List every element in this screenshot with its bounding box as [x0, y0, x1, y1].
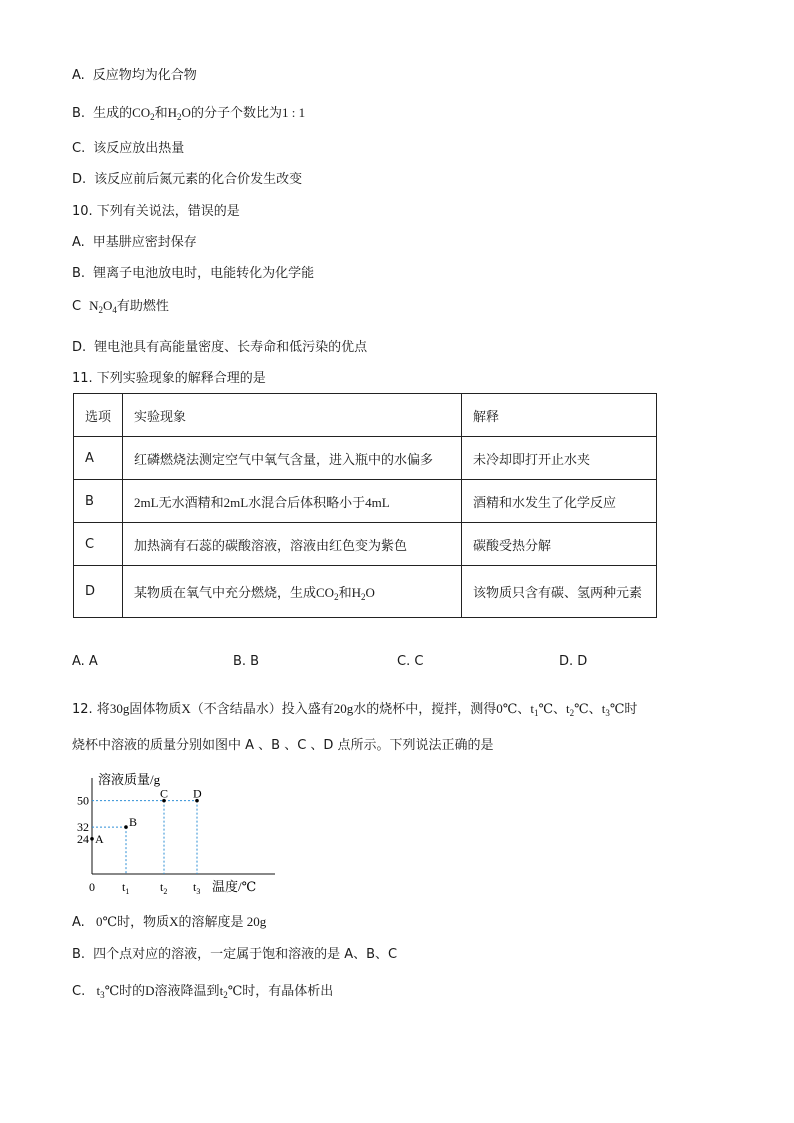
- text-run: 固体物质: [129, 702, 182, 717]
- q10-stem: 10. 下列有关说法，错误的是: [72, 204, 240, 219]
- formula: ℃: [609, 701, 625, 716]
- text-run: 时: [624, 702, 638, 717]
- x-tick-label: $t_3$: [193, 880, 201, 896]
- text-run: 生成的: [93, 106, 133, 121]
- text-run: 时的: [119, 984, 146, 999]
- formula: X: [169, 914, 179, 929]
- q10-option-c: [72, 297, 169, 316]
- data-point-label: B: [129, 815, 138, 830]
- text-run: 、: [588, 702, 602, 717]
- y-tick-label: 32: [77, 820, 89, 835]
- formula: 0℃: [496, 701, 518, 716]
- x-tick-label: 0: [89, 880, 95, 894]
- option-label: A.: [72, 915, 85, 930]
- text-run: 的溶解度是: [178, 915, 244, 930]
- formula: $CO_2$: [132, 105, 155, 122]
- option-label: D.: [72, 172, 87, 187]
- q11-stem: 11. 下列实验现象的解释合理的是: [72, 371, 266, 386]
- q9-option-d: [72, 171, 302, 189]
- data-point: [124, 825, 128, 829]
- text-run: 锂电池具有高能量密度、长寿命和低污染的优点: [94, 340, 368, 355]
- q10-option-a: [72, 234, 197, 252]
- q11-table: [73, 393, 657, 618]
- table-header-row: [74, 394, 657, 437]
- text-run: 和: [154, 106, 168, 121]
- table-cell-option: B: [74, 480, 123, 523]
- text-run: 、: [517, 702, 531, 717]
- q12-stem-line1: [72, 700, 637, 719]
- text-run: （不含结晶水）投入盛有: [190, 702, 334, 717]
- q10-option-b: [72, 265, 314, 283]
- formula: $t_3$: [601, 701, 610, 718]
- text-run: 水混合后体积略小于: [248, 495, 366, 511]
- option-label: A.: [72, 68, 85, 83]
- formula: 20g: [333, 701, 354, 716]
- formula: $H_2$: [167, 105, 182, 122]
- option-label: D.: [72, 340, 87, 355]
- table-cell-phenomenon: [123, 480, 462, 523]
- x-axis-label: 温度/℃: [212, 879, 257, 894]
- option-label: C.: [72, 141, 86, 156]
- formula: 30g: [109, 701, 130, 716]
- table-cell-explanation: 碳酸受热分解: [462, 523, 657, 566]
- table-cell-option: D: [74, 566, 123, 618]
- q12-option-a: [72, 913, 266, 932]
- q11-answer-d: D. D: [559, 654, 588, 669]
- table-header-cell: 选项: [74, 394, 123, 437]
- text-run: 四个点对应的溶液，一定属于饱和溶液的是 A、B、C: [93, 947, 398, 962]
- data-point-label: C: [160, 786, 169, 801]
- solubility-chart: [70, 768, 310, 898]
- text-run: 反应物均为化合物: [92, 68, 197, 83]
- formula: $O_4$: [102, 298, 117, 315]
- formula: $t_3$: [93, 983, 105, 1000]
- data-point-label: A: [95, 831, 104, 846]
- q12-option-b: [72, 946, 397, 964]
- q9-option-c: [72, 140, 184, 158]
- formula: $t_2$: [219, 983, 228, 1000]
- text-run: 水的烧杯中，搅拌，测得: [353, 702, 497, 717]
- table-cell-phenomenon: [123, 523, 462, 566]
- table-cell-phenomenon: [123, 566, 462, 618]
- text-run: 时，有晶体析出: [242, 984, 334, 999]
- formula: D: [145, 983, 155, 998]
- table-row: [74, 566, 657, 618]
- q12-option-c: [72, 982, 333, 1001]
- table-row: [74, 523, 657, 566]
- formula: $N_2$: [89, 298, 103, 315]
- q9-option-b: [72, 104, 305, 123]
- q11-answer-c: C. C: [397, 654, 424, 669]
- q9-option-a: [72, 67, 197, 85]
- text-run: 该反应前后氮元素的化合价发生改变: [94, 172, 303, 187]
- text-run: 的分子个数比为: [190, 106, 282, 121]
- formula: 4mL: [365, 494, 390, 510]
- formula: ℃: [104, 983, 120, 998]
- text-run: 甲基肼应密封保存: [92, 235, 197, 250]
- formula: 20g: [243, 914, 267, 929]
- y-tick-label: 24: [77, 831, 89, 846]
- table-cell-phenomenon: [123, 437, 462, 480]
- formula: ℃: [538, 701, 553, 716]
- table-cell-option: C: [74, 523, 123, 566]
- data-point: [90, 837, 94, 841]
- formula: O: [365, 585, 375, 600]
- q11-answer-b: B. B: [233, 654, 260, 669]
- option-label: B.: [72, 106, 86, 121]
- formula: X: [181, 701, 191, 716]
- formula: ℃: [227, 983, 243, 998]
- formula: O: [181, 105, 191, 120]
- text-run: 有助燃性: [116, 299, 169, 314]
- q12-stem-line2: 烧杯中溶液的质量分别如图中 A 、B 、C 、D 点所示。下列说法正确的是: [72, 738, 494, 753]
- text-run: 时，物质: [117, 915, 170, 930]
- option-label: A.: [72, 235, 85, 250]
- option-label: C.: [72, 984, 86, 999]
- formula: 1 : 1: [281, 105, 306, 120]
- data-point-label: D: [193, 786, 202, 801]
- table-row: [74, 480, 657, 523]
- y-tick-label: 50: [77, 793, 89, 808]
- option-label: C: [72, 299, 82, 314]
- formula: 2mL: [134, 494, 159, 510]
- table-row: [74, 437, 657, 480]
- table-header-cell: 实验现象: [123, 394, 462, 437]
- q10-option-d: [72, 339, 367, 357]
- option-label: B.: [72, 266, 86, 281]
- text-run: 和: [338, 586, 352, 601]
- formula: ℃: [574, 701, 589, 716]
- formula: $t_1$: [530, 701, 539, 718]
- text-run: 无水酒精和: [158, 495, 224, 511]
- table-cell-option: A: [74, 437, 123, 480]
- formula: $t_2$: [566, 701, 575, 718]
- table-cell-explanation: 未冷却即打开止水夹: [462, 437, 657, 480]
- option-label: B.: [72, 947, 86, 962]
- text-run: 锂离子电池放电时，电能转化为化学能: [93, 266, 315, 281]
- q11-answer-a: A. A: [72, 654, 98, 669]
- x-tick-label: $t_1$: [122, 880, 130, 896]
- formula: 2mL: [223, 494, 249, 510]
- text-run: 该反应放出热量: [93, 141, 185, 156]
- table-cell-explanation: 该物质只含有碳、氢两种元素: [462, 566, 657, 618]
- formula: $H_2$: [351, 585, 366, 602]
- text-run: 某物质在氧气中充分燃烧，生成: [134, 586, 317, 601]
- y-axis-label: 溶液质量/g: [98, 772, 161, 787]
- formula: 0℃: [92, 914, 118, 929]
- table-cell-explanation: 酒精和水发生了化学反应: [462, 480, 657, 523]
- x-tick-label: $t_2$: [160, 880, 168, 896]
- text-run: 12. 将: [72, 702, 110, 717]
- table-header-cell: 解释: [462, 394, 657, 437]
- text-run: 、: [552, 702, 566, 717]
- text-run: 红磷燃烧法测定空气中氧气含量，进入瓶中的水偏多: [134, 452, 434, 468]
- text-run: 加热滴有石蕊的碳酸溶液，溶液由红色变为紫色: [134, 538, 408, 554]
- formula: $CO_2$: [316, 585, 339, 602]
- text-run: 溶液降温到: [154, 984, 220, 999]
